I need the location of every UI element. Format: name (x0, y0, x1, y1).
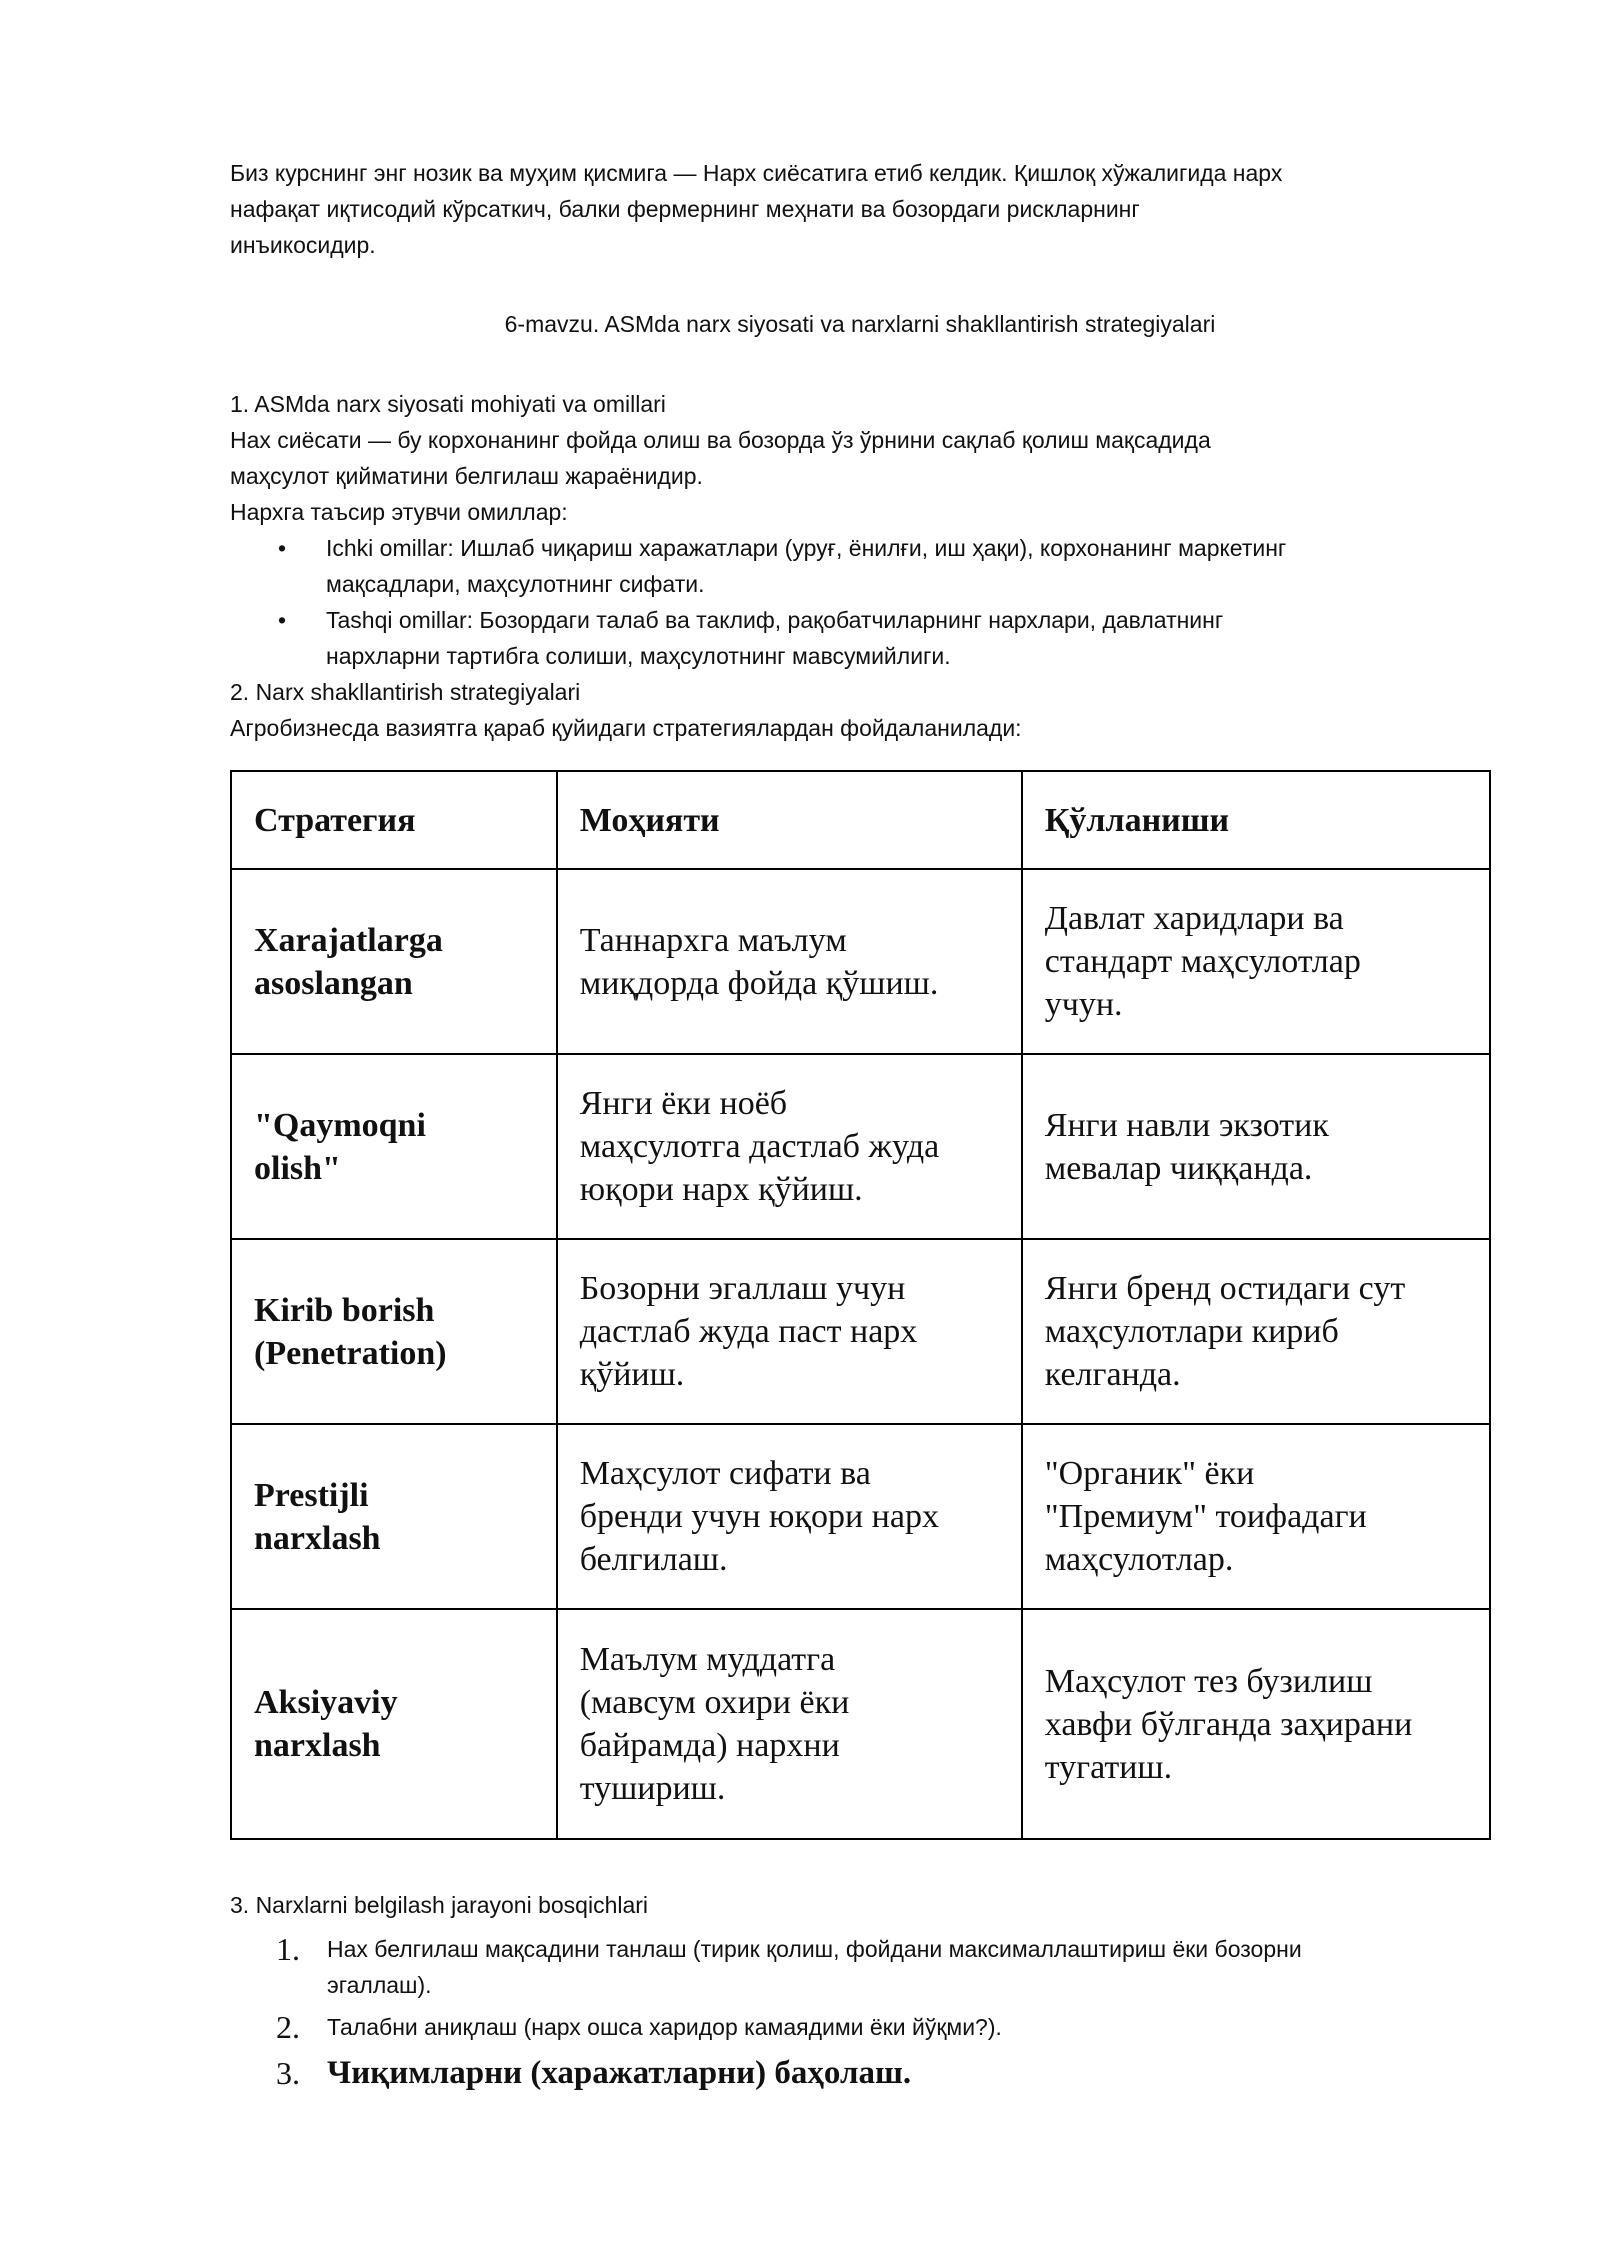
cell-line: Aksiyaviy (254, 1684, 398, 1721)
list-number: 3. (276, 2055, 300, 2091)
strategy-cell (231, 1239, 557, 1424)
cell-line: Янги бренд остидаги сут (1044, 1270, 1406, 1307)
strategy-cell (231, 1054, 557, 1239)
header-cell-strategy: Стратегия (231, 771, 557, 869)
cell-line: белгилаш. (579, 1541, 728, 1578)
essence-cell (557, 1239, 1022, 1424)
steps-list (230, 1931, 1530, 2095)
cell-line: учун. (1044, 986, 1123, 1023)
cell-line: narxlash (254, 1519, 381, 1557)
cell-line: тугатиш. (1044, 1748, 1173, 1786)
cell-line: дастлаб жуда паст нарх (579, 1313, 918, 1350)
usage-cell (1022, 1424, 1490, 1609)
list-item (230, 530, 1490, 602)
table-row (231, 1239, 1490, 1424)
factors-label: Нархга таъсир этувчи омиллар: (230, 499, 568, 525)
intro-line: нафақат иқтисодий кўрсаткич, балки фермернинг меҳнати ва бозордаги рискларнинг (230, 196, 1140, 222)
header-cell-usage: Қўлланиши (1022, 771, 1490, 869)
table-row (231, 1609, 1490, 1839)
list-number: 1. (276, 1931, 300, 1967)
intro-line: Биз курснинг энг нозик ва муҳим қисмига — Нарх сиёсатига етиб келдик. Қишлоқ хўжалигида нарх (230, 160, 1283, 186)
strategy-cell (231, 869, 557, 1054)
list-item-line: мақсадлари, маҳсулотнинг сифати. (326, 571, 705, 597)
cell-line: юқори нарх қўйиш. (579, 1171, 863, 1208)
cell-line: хавфи бўлганда заҳирани (1044, 1705, 1413, 1743)
topic-title: 6-mavzu. ASMda narx siyosati va narxlarni shakllantirish strategiyalari (504, 311, 1216, 337)
cell-line: "Органик" ёки (1044, 1455, 1255, 1492)
list-item (230, 2009, 1530, 2045)
cell-line: Янги навли экзотик (1044, 1106, 1329, 1144)
essence-cell (557, 1054, 1022, 1239)
cell-line: Маҳсулот сифати ва (579, 1455, 871, 1492)
definition-line: маҳсулот қийматини белгилаш жараёнидир. (230, 463, 703, 489)
cell-line: Бозорни эгаллаш учун (579, 1270, 906, 1307)
cell-line: Prestijli (254, 1476, 369, 1514)
cell-line: тушириш. (579, 1770, 726, 1807)
table-row (231, 869, 1490, 1054)
section-2-heading: 2. Narx shakllantirish strategiyalari (230, 679, 581, 705)
section-3 (230, 1887, 1530, 2101)
cell-line: байрамда) нархни (579, 1727, 840, 1764)
cell-line: келганда. (1044, 1356, 1181, 1393)
cell-line: (Penetration) (254, 1334, 447, 1372)
list-item-line: Нах белгилаш мақсадини танлаш (тирик қолиш, фойдани максималлаштириш ёки бозорни (327, 1936, 1302, 1962)
list-item (230, 602, 1490, 674)
cell-line: стандарт маҳсулотлар (1044, 943, 1361, 980)
cell-line: Таннархга маълум (579, 921, 847, 959)
cell-line: бренди учун юқори нарх (579, 1498, 939, 1535)
list-item-line: Талабни аниқлаш (нарх ошса харидор камаядими ёки йўқми?). (327, 2014, 1002, 2040)
intro-line: инъикосидир. (230, 232, 376, 258)
list-item-line: Чиқимларни (харажатларни) баҳолаш. (327, 2055, 912, 2091)
cell-line: маҳсулотга дастлаб жуда (579, 1128, 940, 1165)
essence-cell (557, 1424, 1022, 1609)
section-1 (230, 386, 1490, 746)
usage-cell (1022, 869, 1490, 1054)
section-1-heading: 1. ASMda narx siyosati mohiyati va omillari (230, 391, 666, 417)
table-header-row (231, 771, 1490, 869)
section-2-intro: Агробизнесда вазиятга қараб қуйидаги стратегиялардан фойдаланилади: (230, 715, 1022, 741)
cell-line: қўйиш. (579, 1356, 685, 1393)
cell-line: narxlash (254, 1727, 381, 1764)
cell-line: Kirib borish (254, 1291, 435, 1329)
table-row (231, 1424, 1490, 1609)
bullet-icon: • (278, 535, 287, 561)
essence-cell (557, 1609, 1022, 1839)
cell-line: маҳсулотлар. (1044, 1541, 1234, 1578)
list-item-line: Ichki omillar: Ишлаб чиқариш харажатлари (уруғ, ёнилғи, иш ҳақи), корхонанинг маркетинг (326, 535, 1287, 561)
list-number: 2. (276, 2009, 300, 2045)
intro-paragraph (230, 155, 1490, 263)
strategy-table (230, 770, 1491, 1840)
essence-cell (557, 869, 1022, 1054)
cell-line: "Qaymoqni (254, 1106, 426, 1144)
cell-line: Xarajatlarga (254, 921, 443, 959)
strategy-cell (231, 1609, 557, 1839)
factors-list (230, 530, 1490, 674)
cell-line: Маълум муддатга (579, 1641, 836, 1678)
cell-line: olish" (254, 1149, 341, 1187)
cell-line: Давлат харидлари ва (1044, 900, 1344, 937)
list-item (230, 2051, 1530, 2095)
cell-line: мевалар чиққанда. (1044, 1149, 1313, 1187)
cell-line: asoslangan (254, 964, 413, 1002)
list-item (230, 1931, 1530, 2003)
section-3-heading: 3. Narxlarni belgilash jarayoni bosqichlari (230, 1892, 649, 1918)
strategy-cell (231, 1424, 557, 1609)
definition-line: Нах сиёсати — бу корхонанинг фойда олиш ва бозорда ўз ўрнини сақлаб қолиш мақсадида (230, 427, 1211, 453)
list-item-line: нархларни тартибга солиши, маҳсулотнинг мавсумийлиги. (326, 643, 951, 669)
list-item-line: Tashqi omillar: Бозордаги талаб ва таклиф, рақобатчиларнинг нархлари, давлатнинг (326, 607, 1224, 633)
cell-line: "Премиум" тоифадаги (1044, 1498, 1367, 1535)
cell-line: Маҳсулот тез бузилиш (1044, 1662, 1373, 1700)
table-row (231, 1054, 1490, 1239)
usage-cell (1022, 1609, 1490, 1839)
list-item-line: эгаллаш). (327, 1972, 432, 1998)
cell-line: маҳсулотлари кириб (1044, 1313, 1339, 1350)
header-cell-essence: Моҳияти (557, 771, 1022, 869)
cell-line: миқдорда фойда қўшиш. (579, 964, 939, 1002)
usage-cell (1022, 1054, 1490, 1239)
usage-cell (1022, 1239, 1490, 1424)
cell-line: Янги ёки ноёб (579, 1085, 788, 1122)
cell-line: (мавсум охири ёки (579, 1684, 850, 1721)
bullet-icon: • (278, 607, 287, 633)
